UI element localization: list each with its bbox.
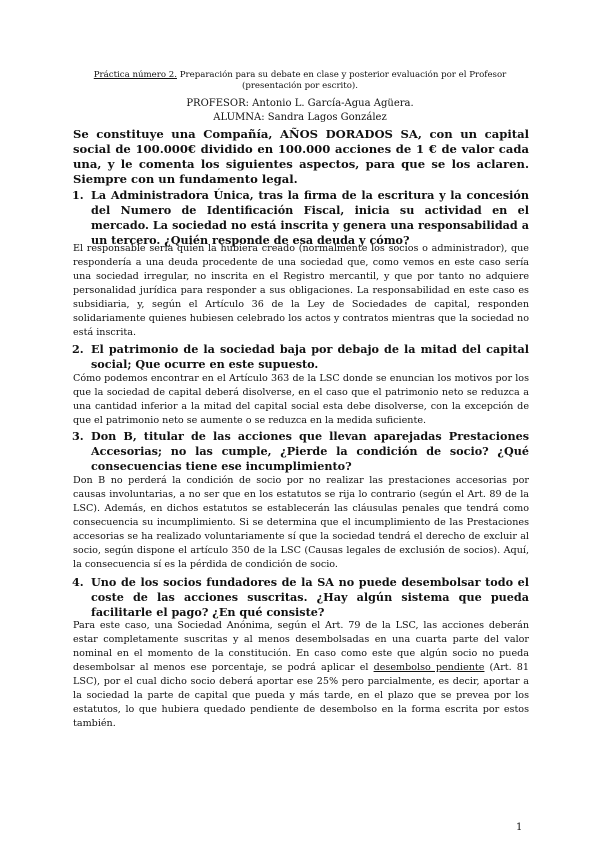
answer-1: El responsable sería quien la hubiera creado (normalmente los socios o administrador), que respondería a una deuda procedente de una sociedad que, como vemos en este caso sería una sociedad irregular, no inscrita en el Registro mercantil, y que por tanto no adquiere personalidad jurídica para responder a sus obligaciones. La responsabilidad en este caso es subsidiaria, y, según el Artículo 36 de la Ley de Sociedades de capital, responden solidariamente quienes hubiesen celebrado los actos y contratos mientras que la sociedad no está inscrita. [73, 243, 529, 338]
question-2 [72, 342, 529, 372]
question-text: Don B, titular de las acciones que llevan aparejadas Prestaciones Accesorias; no las cumple, ¿Pierde la condición de socio? ¿Qué consecuencias tiene ese incumplimiento? [91, 429, 529, 473]
student-line: ALUMNA: Sandra Lagos González [213, 112, 387, 123]
professor-line: PROFESOR: Antonio L. García-Agua Agüera. [186, 98, 414, 109]
case-statement: Se constituye una Compañía, AÑOS DORADOS SA, con un capital social de 100.000€ dividido en 100.000 acciones de 1 € de valor cada una, y le comenta los siguientes aspectos, para que se los aclaren. Siempre con un fundamento legal. [73, 127, 529, 186]
practice-description: Preparación para su debate en clase y posterior evaluación por el Profesor (presentación por escrito). [176, 70, 507, 91]
answer-2: Cómo podemos encontrar en el Artículo 363 de la LSC donde se enuncian los motivos por los que la sociedad de capital deberá disolverse, en el caso que el patrimonio neto se reduzca a una cantidad inferior a la mitad del capital social esta debe disolverse, con la excepción de que el patrimonio neto se aumente o se reduzca en la medida suficiente. [73, 373, 529, 426]
question-number: 1. [72, 188, 84, 202]
question-number: 3. [72, 429, 84, 443]
question-3 [72, 429, 529, 474]
question-text: La Administradora Única, tras la firma de la escritura y la concesión del Numero de Identificación Fiscal, inicia su actividad en el mercado. La sociedad no está inscrita y genera una responsabilidad a un tercero. ¿Quién responde de esa deuda y cómo? [91, 188, 529, 247]
answer-text-part-2: (Art. 81 LSC), por el cual dicho socio deberá aportar ese 25% pero parcialmente, es decir, aportar a la sociedad la parte de capital que pueda y más tarde, en el plazo que se prevea por los estatutos, lo que hubiera quedado pendiente de desembolso en la forma escrita por estos también. [73, 662, 529, 729]
page-number: 1 [516, 822, 523, 833]
answer-3: Don B no perderá la condición de socio por no realizar las prestaciones accesorias por causas involuntarias, a no ser que en los estatutos se rija lo contrario (según el Art. 89 de la LSC). Además, en dichos estatutos se establecerán las cláusulas penales que tendrá como consecuencia su incumplimiento. Si se determina que el incumplimiento de las Prestaciones accesorias se ha realizado voluntariamente sí que la sociedad tendrá el derecho de excluir al socio, según dispone el artículo 350 de la LSC (Causas legales de exclusión de socios). Aquí, la consecuencia sí es la pérdida de condición de socio. [73, 475, 529, 570]
question-text: Uno de los socios fundadores de la SA no puede desembolsar todo el coste de las acciones suscritas. ¿Hay algún sistema que pueda facilitarle el pago? ¿En qué consiste? [91, 575, 529, 619]
practice-header [70, 70, 530, 92]
question-1 [72, 188, 529, 248]
question-4 [72, 575, 529, 620]
practice-label: Práctica número 2. [93, 70, 177, 80]
question-number: 4. [72, 575, 84, 589]
question-text: El patrimonio de la sociedad baja por debajo de la mitad del capital social; Que ocurre en este supuesto. [91, 342, 529, 371]
answer-4 [73, 619, 529, 731]
answer-text-part-1: Para este caso, una Sociedad Anónima, según el Art. 79 de la LSC, las acciones deberán estar completamente suscritas y al menos desembolsadas en una cuarta parte del valor nominal en el momento de la constitución. En caso como este que algún socio no pueda desembolsar al menos ese porcentaje, se podrá aplicar el [73, 620, 529, 673]
desembolso-pendiente-term: desembolso pendiente [373, 662, 485, 673]
question-number: 2. [72, 342, 84, 356]
